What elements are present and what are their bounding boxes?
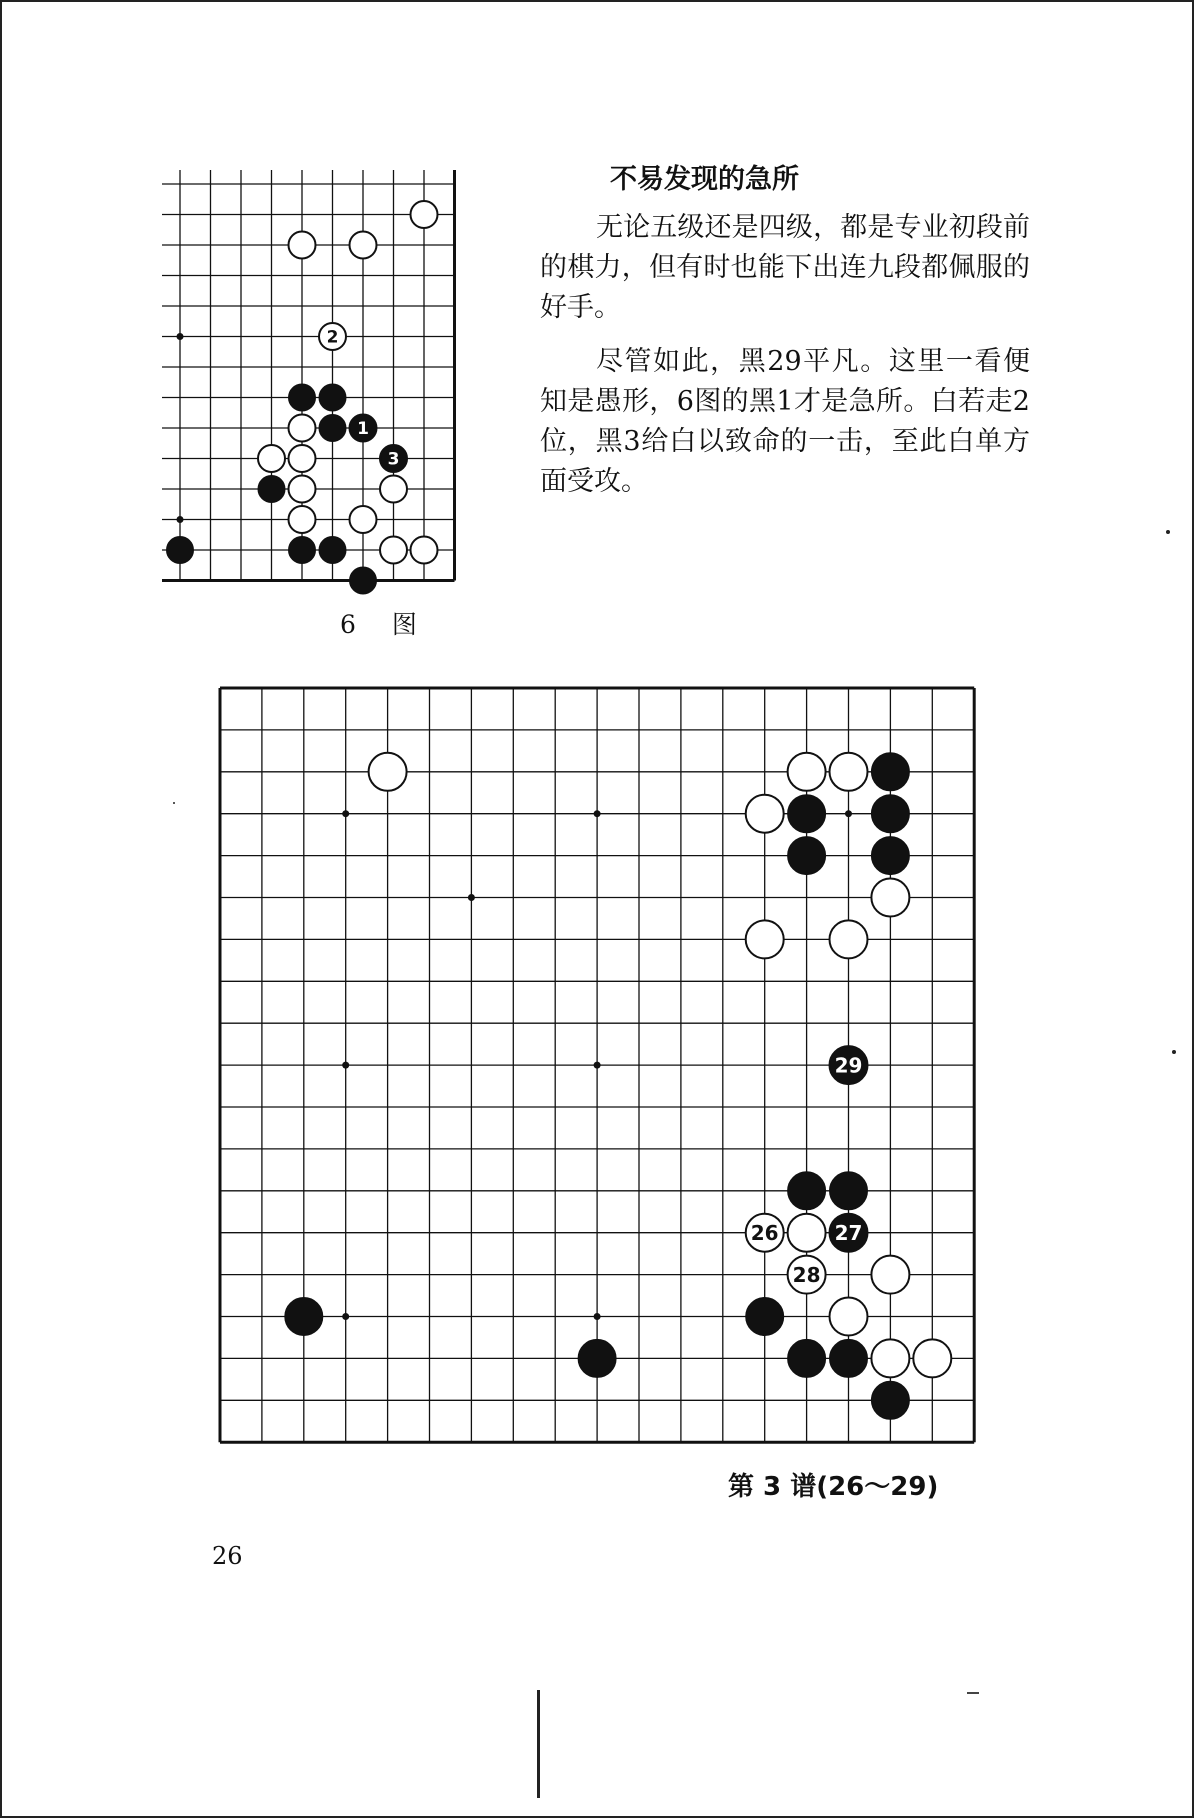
black-stone [871,795,909,833]
star-point [342,1313,349,1320]
black-stone [319,537,346,564]
paragraph-1: 无论五级还是四级，都是专业初段前的棋力，但有时也能下出连九段都佩服的好手。 [540,212,1030,323]
move-number: 2 [326,327,339,348]
move-number: 27 [834,1220,863,1245]
white-stone [913,1339,951,1377]
figure-6-caption: 6 图 [340,610,431,639]
black-stone [289,384,316,411]
black-stone [871,837,909,875]
game-record-caption: 第 3 谱(26～29) [728,1472,939,1502]
page-number: 26 [212,1542,243,1570]
white-stone [380,476,407,503]
star-point [594,1062,601,1069]
white-stone [871,1339,909,1377]
black-stone [319,384,346,411]
white-stone [289,506,316,533]
star-point [468,894,475,901]
move-number: 28 [792,1262,821,1287]
stray-speck [173,802,175,804]
black-stone [830,1172,868,1210]
white-stone [746,920,784,958]
star-point [177,333,184,340]
black-stone [788,837,826,875]
star-point [177,516,184,523]
white-stone [411,537,438,564]
white-stone [369,753,407,791]
black-stone [746,1298,784,1336]
section-heading: 不易发现的急所 [610,164,799,195]
star-point [594,810,601,817]
white-stone [788,1214,826,1252]
black-stone [830,1339,868,1377]
black-stone [167,537,194,564]
white-stone [411,201,438,228]
black-stone [285,1298,323,1336]
white-stone [289,445,316,472]
star-point [845,810,852,817]
black-stone [578,1339,616,1377]
black-stone [788,795,826,833]
white-stone [380,537,407,564]
black-stone [350,567,377,594]
white-stone [289,476,316,503]
stray-speck [1172,1050,1176,1054]
white-stone [350,506,377,533]
white-stone [830,1298,868,1336]
white-stone [788,753,826,791]
white-stone [830,920,868,958]
black-stone [289,537,316,564]
white-stone [289,415,316,442]
stray-speck [1166,530,1170,534]
black-stone [871,1381,909,1419]
star-point [342,810,349,817]
figure-6-board [162,170,468,600]
white-stone [258,445,285,472]
black-stone [871,753,909,791]
move-number: 3 [387,449,400,470]
star-point [342,1062,349,1069]
move-number: 1 [357,419,369,440]
white-stone [746,795,784,833]
black-stone [788,1172,826,1210]
commentary-text [540,160,1030,516]
black-stone [258,476,285,503]
move-number: 29 [834,1053,863,1078]
main-go-board [210,678,980,1456]
white-stone [871,879,909,917]
white-stone [871,1256,909,1294]
star-point [594,1313,601,1320]
paragraph-2: 尽管如此，黑29平凡。这里一看便知是愚形，6图的黑1才是急所。白若走2位，黑3给白以致命的一击，至此白单方面受攻。 [540,346,1030,497]
black-stone [788,1339,826,1377]
black-stone [319,415,346,442]
binding-line [537,1690,540,1798]
move-number: 26 [750,1220,779,1245]
white-stone [289,232,316,259]
white-stone [830,753,868,791]
white-stone [350,232,377,259]
stray-mark [967,1692,979,1694]
